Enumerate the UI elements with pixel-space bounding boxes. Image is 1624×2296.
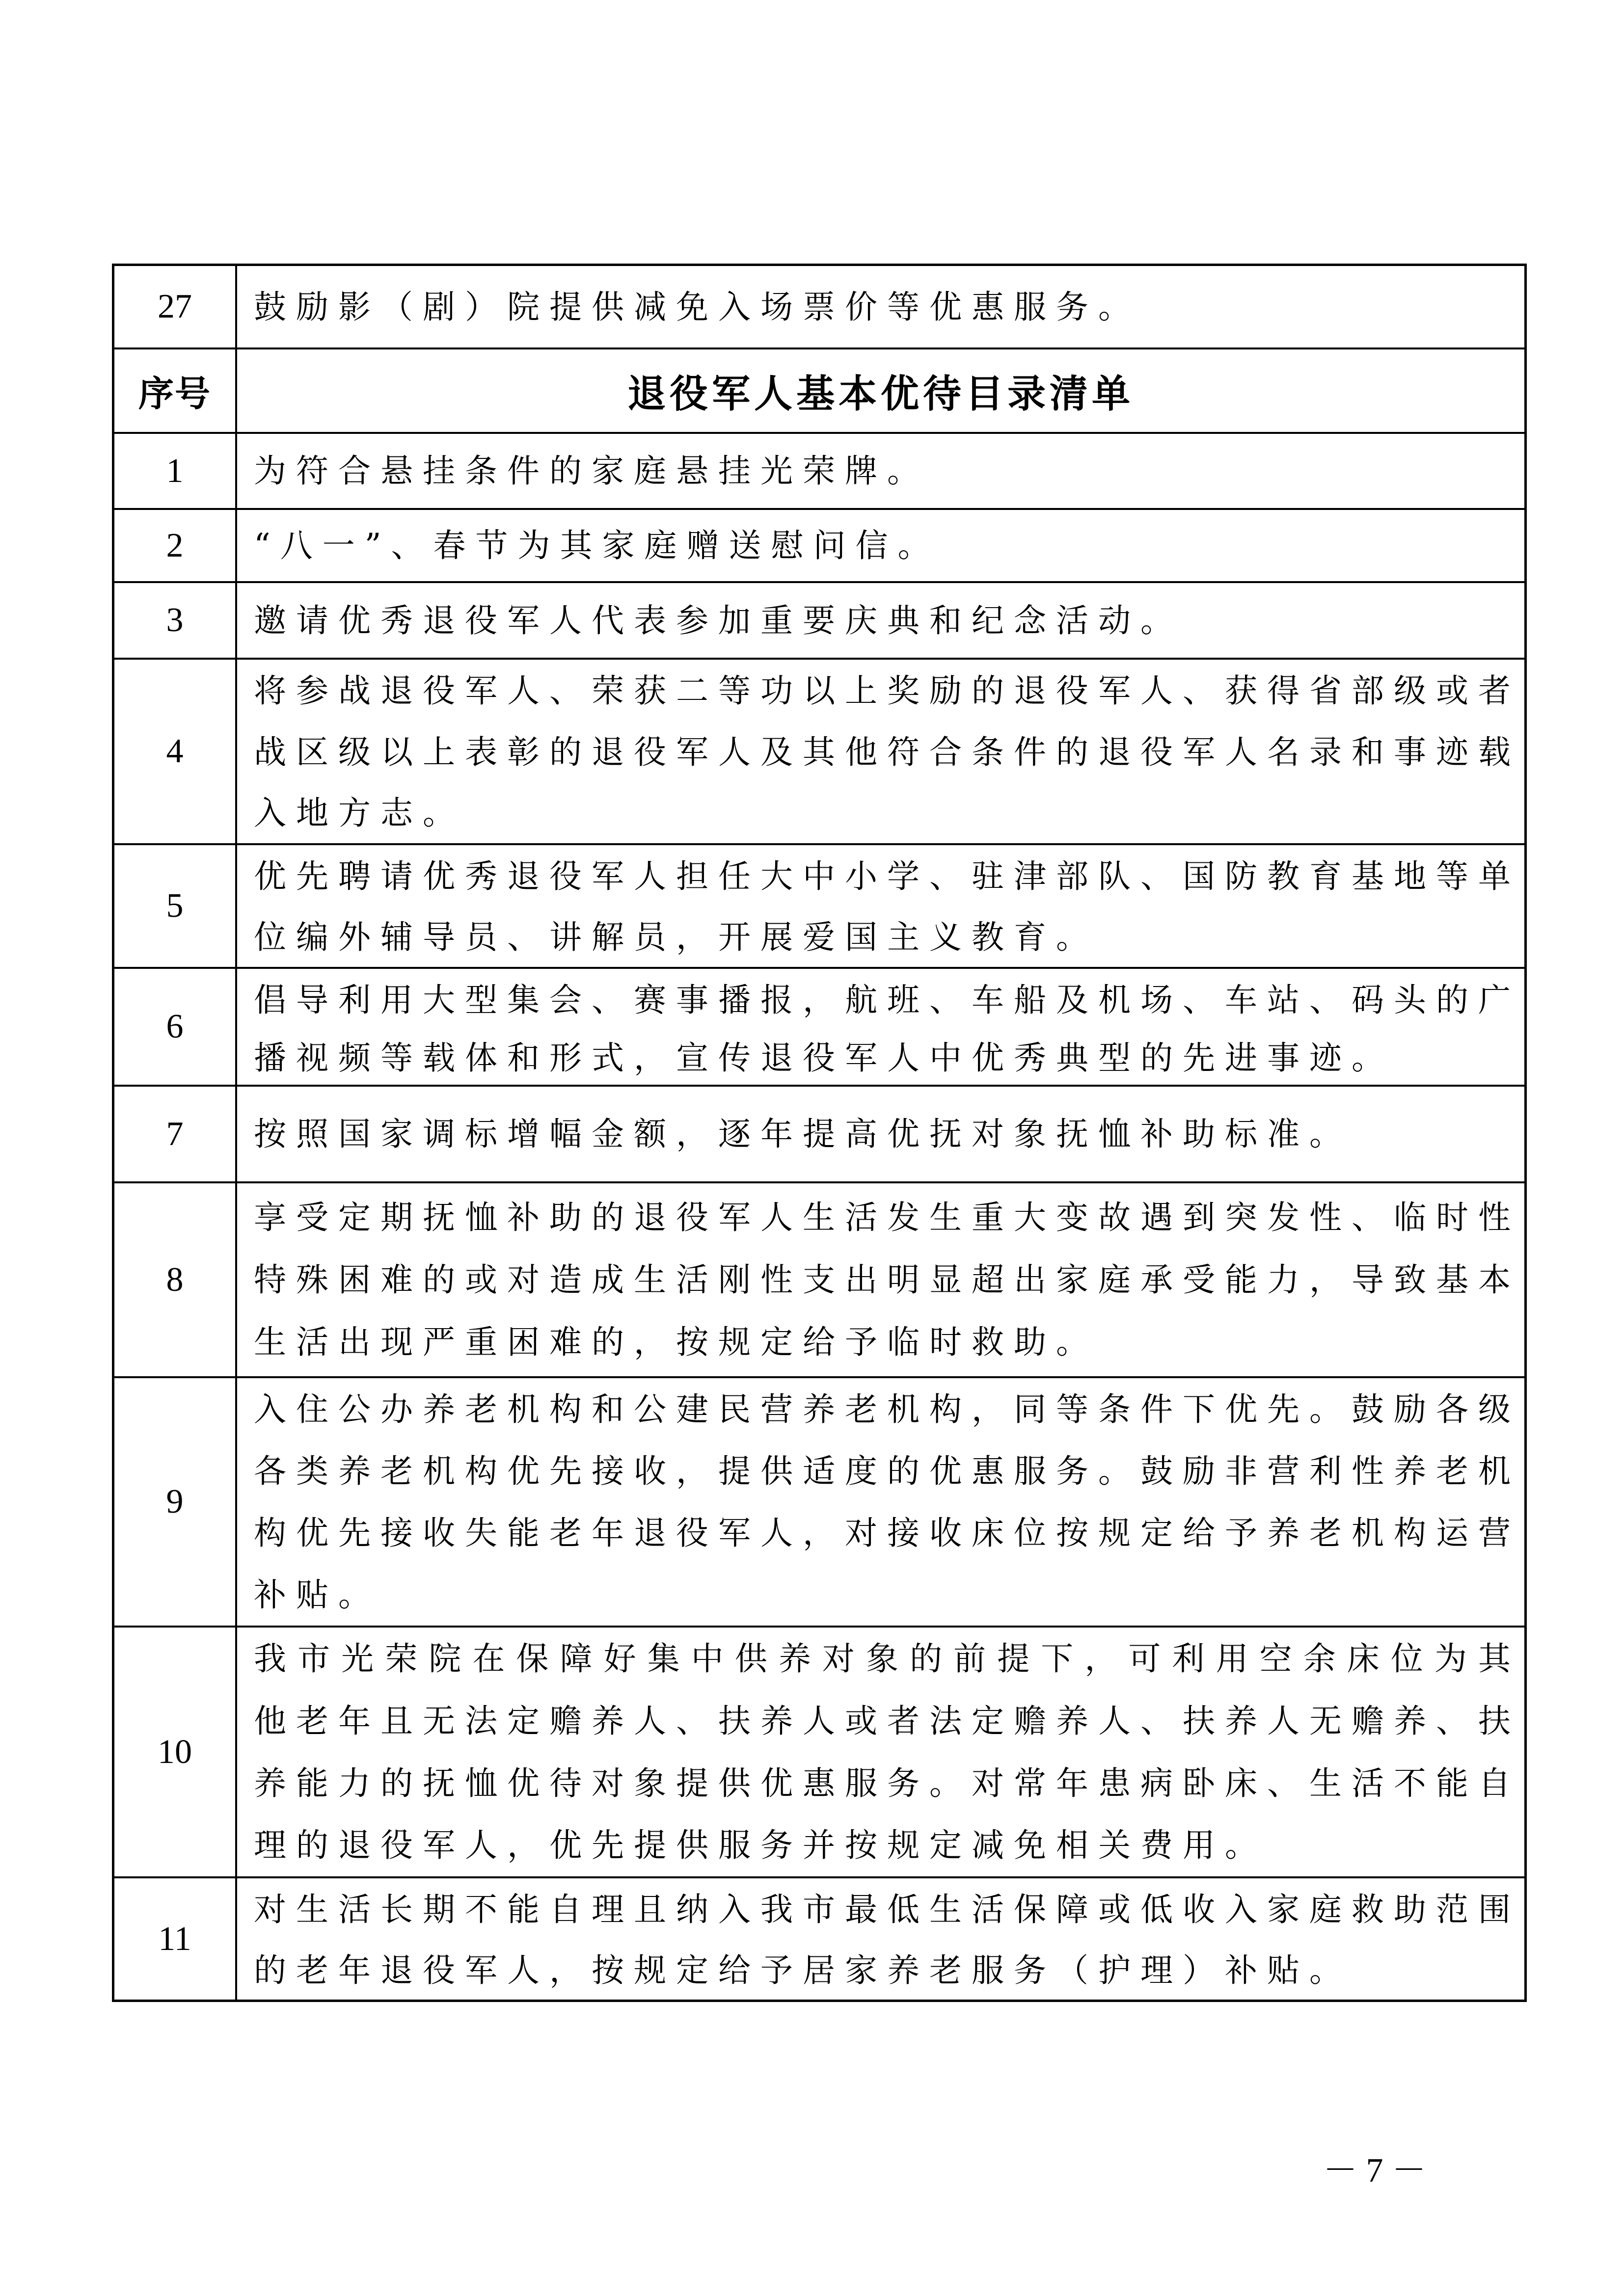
row-content — [237, 434, 1524, 508]
table-row — [114, 967, 1524, 1085]
row-content — [237, 1183, 1531, 1376]
row-content — [237, 1087, 1524, 1181]
row-text-line: 将参战退役军人、荣获二等功以上奖励的退役军人、获得省部级或者 — [254, 672, 1520, 710]
row-text-line: 为符合悬挂条件的家庭悬挂光荣牌。 — [254, 452, 929, 490]
row-number: 1 — [114, 434, 237, 508]
row-text-line: 各类养老机构优先接收，提供适度的优惠服务。鼓励非营利性养老机 — [254, 1452, 1520, 1490]
row-text-line: 按照国家调标增幅金额，逐年提高优抚对象抚恤补助标准。 — [254, 1115, 1352, 1153]
row-text-line: 优先聘请优秀退役军人担任大中小学、驻津部队、国防教育基地等单 — [254, 857, 1520, 895]
table-row — [114, 266, 1524, 347]
table-row — [114, 1876, 1524, 2000]
row-number: 7 — [114, 1087, 237, 1181]
row-content — [237, 969, 1531, 1085]
page-number: － 7 － — [1323, 2152, 1426, 2189]
row-text-line: 战区级以上表彰的退役军人及其他符合条件的退役军人名录和事迹载 — [254, 733, 1520, 771]
table-row — [114, 1085, 1524, 1181]
row-text-line: 入地方志。 — [254, 794, 465, 832]
benefits-table — [112, 264, 1527, 2002]
row-text-line: 播视频等载体和形式，宣传退役军人中优秀典型的先进事迹。 — [254, 1039, 1394, 1077]
row-text-line: 位编外辅导员、讲解员，开展爱国主义教育。 — [254, 918, 1098, 956]
row-number: 3 — [114, 583, 237, 658]
row-text-line: 邀请优秀退役军人代表参加重要庆典和纪念活动。 — [254, 601, 1183, 640]
row-text-line: 享受定期抚恤补助的退役军人生活发生重大变故遇到突发性、临时性 — [254, 1199, 1520, 1236]
row-number: 10 — [114, 1628, 237, 1876]
table-row — [114, 1181, 1524, 1376]
table-header-row — [114, 347, 1524, 432]
row-number: 6 — [114, 969, 237, 1085]
row-content — [237, 845, 1531, 967]
column-header-title: 退役军人基本优待目录清单 — [627, 372, 1134, 416]
row-text-line: 补贴。 — [254, 1576, 380, 1614]
row-content — [237, 510, 1524, 581]
row-content — [237, 1378, 1531, 1626]
row-text-line: 构优先接收失能老年退役军人，对接收床位按规定给予养老机构运营 — [254, 1514, 1520, 1552]
table-row — [114, 1376, 1524, 1626]
row-content — [237, 1628, 1531, 1876]
row-number: 2 — [114, 510, 237, 581]
row-content — [237, 266, 1524, 347]
row-text-line: 他老年且无法定赡养人、扶养人或者法定赡养人、扶养人无赡养、扶 — [254, 1702, 1520, 1740]
row-text-line: “八一”、春节为其家庭赠送慰问信。 — [254, 527, 940, 564]
table-row — [114, 508, 1524, 581]
row-text-line: 养能力的抚恤优待对象提供优惠服务。对常年患病卧床、生活不能自 — [254, 1764, 1520, 1802]
row-text-line: 我市光荣院在保障好集中供养对象的前提下，可利用空余床位为其 — [254, 1640, 1520, 1678]
table-row — [114, 581, 1524, 658]
row-text-line: 对生活长期不能自理且纳入我市最低生活保障或低收入家庭救助范围 — [254, 1891, 1520, 1928]
row-text-line: 生活出现严重困难的，按规定给予临时救助。 — [254, 1323, 1098, 1361]
row-text-line: 理的退役军人，优先提供服务并按规定减免相关费用。 — [254, 1826, 1267, 1865]
row-content — [237, 1878, 1531, 2000]
row-text-line: 特殊困难的或对造成生活刚性支出明显超出家庭承受能力，导致基本 — [254, 1261, 1520, 1299]
row-text-line: 入住公办养老机构和公建民营养老机构，同等条件下优先。鼓励各级 — [254, 1390, 1520, 1428]
row-number: 5 — [114, 845, 237, 967]
row-number: 27 — [114, 266, 237, 347]
row-text-line: 鼓励影（剧）院提供减免入场票价等优惠服务。 — [254, 288, 1140, 326]
row-number: 9 — [114, 1378, 237, 1626]
row-number: 4 — [114, 660, 237, 843]
column-header-number: 序号 — [114, 349, 237, 432]
row-number: 11 — [114, 1878, 237, 2000]
table-row — [114, 658, 1524, 843]
table-row — [114, 843, 1524, 967]
row-text-line: 倡导利用大型集会、赛事播报，航班、车船及机场、车站、码头的广 — [254, 981, 1520, 1019]
row-content — [237, 660, 1531, 843]
row-content — [237, 583, 1524, 658]
row-text-line: 的老年退役军人，按规定给予居家养老服务（护理）补贴。 — [254, 1951, 1352, 1989]
table-row — [114, 1626, 1524, 1876]
table-row — [114, 432, 1524, 508]
row-number: 8 — [114, 1183, 237, 1376]
